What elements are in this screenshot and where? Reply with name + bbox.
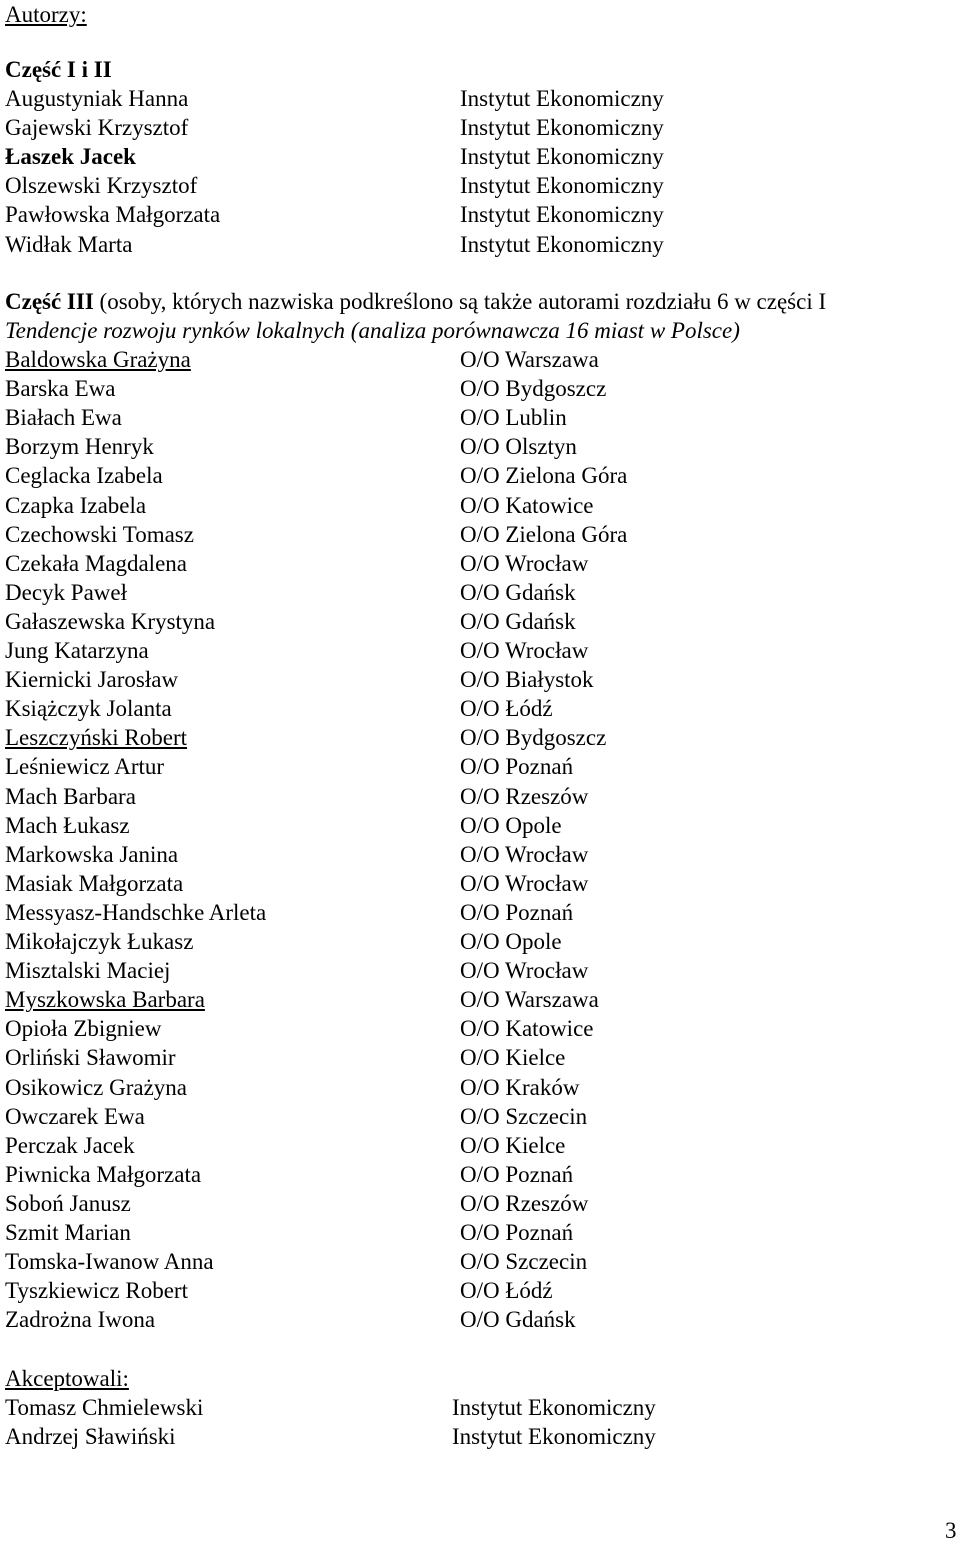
- author-name: Widłak Marta: [5, 231, 133, 257]
- author-organization: O/O Lublin: [460, 405, 567, 431]
- author-name: Czekała Magdalena: [5, 550, 187, 576]
- author-organization: Instytut Ekonomiczny: [460, 115, 664, 141]
- author-name: Czechowski Tomasz: [5, 521, 194, 547]
- author-name: Augustyniak Hanna: [5, 86, 189, 111]
- author-name: Ceglacka Izabela: [5, 463, 163, 489]
- author-name: Owczarek Ewa: [5, 1103, 145, 1129]
- author-organization: O/O Bydgoszcz: [460, 725, 607, 751]
- author-organization: Instytut Ekonomiczny: [452, 1395, 656, 1420]
- author-name: Soboń Janusz: [5, 1190, 131, 1216]
- author-organization: O/O Szczecin: [460, 1103, 588, 1129]
- author-organization: Instytut Ekonomiczny: [452, 1424, 656, 1450]
- author-name: Borzym Henryk: [5, 434, 154, 460]
- author-organization: O/O Wrocław: [460, 958, 589, 984]
- part3-subtitle: Tendencje rozwoju rynków lokalnych (analiza porównawcza 16 miast w Polsce): [5, 318, 740, 343]
- author-name: Tomasz Chmielewski: [5, 1395, 204, 1420]
- author-organization: Instytut Ekonomiczny: [460, 202, 664, 228]
- author-name: Kiernicki Jarosław: [5, 667, 179, 693]
- author-organization: Instytut Ekonomiczny: [460, 173, 664, 199]
- author-organization: O/O Zielona Góra: [460, 521, 628, 547]
- part3-title-bold: Część III: [5, 289, 94, 314]
- author-organization: O/O Kielce: [460, 1045, 566, 1071]
- author-organization: O/O Szczecin: [460, 1249, 588, 1275]
- author-organization: O/O Wrocław: [460, 638, 589, 663]
- author-organization: O/O Wrocław: [460, 870, 589, 896]
- author-organization: O/O Gdańsk: [460, 1307, 576, 1333]
- author-organization: O/O Wrocław: [460, 550, 589, 576]
- author-name: Jung Katarzyna: [5, 638, 149, 663]
- author-name: Orliński Sławomir: [5, 1045, 176, 1071]
- author-name: Tomska-Iwanow Anna: [5, 1249, 214, 1275]
- author-organization: O/O Łódź: [460, 1278, 553, 1304]
- author-name: Osikowicz Grażyna: [5, 1074, 188, 1100]
- author-name: Perczak Jacek: [5, 1132, 135, 1158]
- accepted-heading: Akceptowali:: [5, 1366, 129, 1391]
- author-name: Leśniewicz Artur: [5, 754, 165, 780]
- author-name: Książczyk Jolanta: [5, 696, 172, 722]
- author-name: Pawłowska Małgorzata: [5, 202, 221, 228]
- author-name: Gajewski Krzysztof: [5, 115, 189, 141]
- author-organization: O/O Bydgoszcz: [460, 376, 607, 402]
- author-name: Olszewski Krzysztof: [5, 173, 198, 199]
- author-name: Messyasz-Handschke Arleta: [5, 899, 267, 925]
- author-organization: O/O Opole: [460, 929, 562, 954]
- author-organization: O/O Olsztyn: [460, 434, 577, 460]
- authors-heading: Autorzy:: [5, 2, 87, 27]
- author-organization: O/O Katowice: [460, 1016, 594, 1042]
- part3-title: [5, 287, 826, 316]
- author-name: Tyszkiewicz Robert: [5, 1278, 188, 1304]
- author-name: Baldowska Grażyna: [5, 347, 191, 372]
- author-organization: O/O Łódź: [460, 696, 553, 722]
- author-organization: O/O Poznań: [460, 1161, 574, 1187]
- author-name: Myszkowska Barbara: [5, 987, 205, 1013]
- author-name: Leszczyński Robert: [5, 725, 188, 751]
- author-organization: O/O Rzeszów: [460, 783, 589, 809]
- author-organization: O/O Kraków: [460, 1074, 580, 1100]
- author-name: Masiak Małgorzata: [5, 870, 184, 896]
- author-organization: O/O Poznań: [460, 754, 574, 780]
- author-name: Mach Łukasz: [5, 812, 130, 838]
- author-organization: O/O Zielona Góra: [460, 463, 628, 489]
- author-organization: O/O Katowice: [460, 492, 594, 518]
- author-organization: Instytut Ekonomiczny: [460, 144, 664, 170]
- author-name: Markowska Janina: [5, 841, 179, 867]
- author-name: Piwnicka Małgorzata: [5, 1161, 202, 1187]
- author-organization: O/O Gdańsk: [460, 608, 576, 634]
- author-organization: O/O Rzeszów: [460, 1190, 589, 1216]
- author-organization: O/O Poznań: [460, 899, 574, 925]
- author-organization: Instytut Ekonomiczny: [460, 86, 664, 111]
- author-name: Barska Ewa: [5, 376, 116, 402]
- author-organization: O/O Warszawa: [460, 347, 599, 372]
- author-name: Szmit Marian: [5, 1220, 131, 1245]
- author-name: Mikołajczyk Łukasz: [5, 929, 194, 954]
- author-name: Gałaszewska Krystyna: [5, 608, 216, 634]
- author-organization: O/O Białystok: [460, 667, 594, 693]
- author-organization: O/O Poznań: [460, 1220, 574, 1245]
- author-organization: O/O Gdańsk: [460, 579, 576, 605]
- part3-title-rest: (osoby, których nazwiska podkreślono są także autorami rozdziału 6 w części I: [93, 289, 827, 314]
- author-name: Białach Ewa: [5, 405, 122, 431]
- author-organization: O/O Wrocław: [460, 841, 589, 867]
- author-name: Opioła Zbigniew: [5, 1016, 162, 1042]
- author-organization: Instytut Ekonomiczny: [460, 231, 664, 257]
- author-name: Czapka Izabela: [5, 492, 147, 518]
- author-name: Mach Barbara: [5, 783, 136, 809]
- author-organization: O/O Kielce: [460, 1132, 566, 1158]
- author-name: Zadrożna Iwona: [5, 1307, 156, 1333]
- author-organization: O/O Opole: [460, 812, 562, 838]
- author-name: Andrzej Sławiński: [5, 1424, 176, 1450]
- part1-title: Część I i II: [5, 57, 112, 82]
- author-organization: O/O Warszawa: [460, 987, 599, 1013]
- author-name: Misztalski Maciej: [5, 958, 171, 984]
- author-name: Łaszek Jacek: [5, 144, 136, 170]
- page-number: 3: [945, 1518, 957, 1543]
- author-name: Decyk Paweł: [5, 579, 127, 605]
